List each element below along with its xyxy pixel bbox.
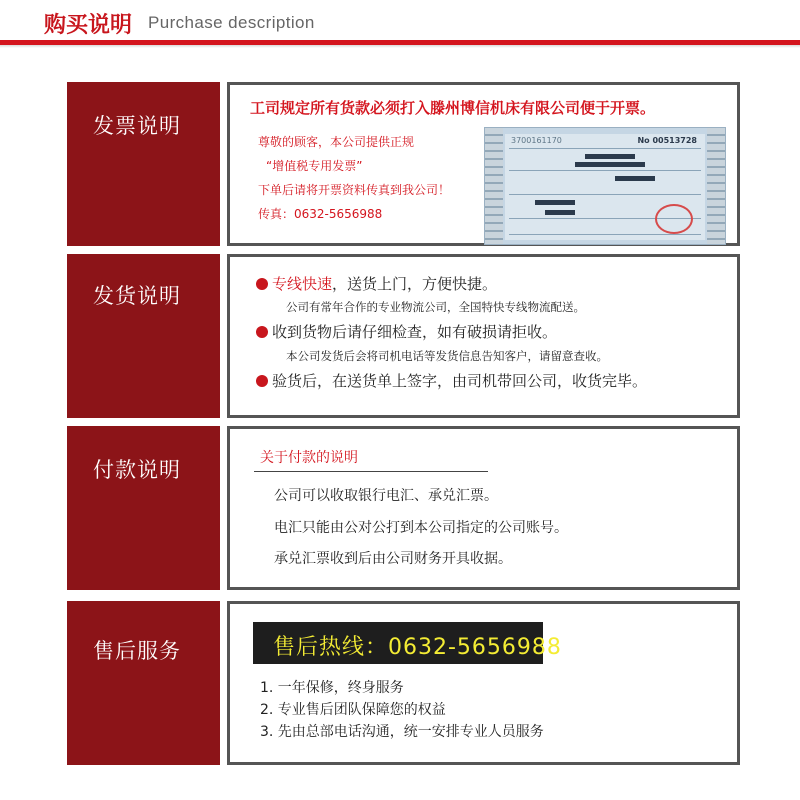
invoice-stamp (655, 204, 693, 234)
payment-heading-underline (254, 471, 488, 472)
after-sales-section-box (227, 601, 740, 765)
shipping-section-label (67, 254, 220, 418)
payment-line-2: 电汇只能由公对公打到本公司指定的公司账号。 (274, 520, 568, 536)
bullet-icon (256, 278, 268, 290)
invoice-headline: 工司规定所有货款必须打入滕州博信机床有限公司便于开票。 (250, 99, 656, 117)
page-title: 购买说明 (44, 13, 133, 38)
invoice-section-box (227, 82, 740, 246)
after-sales-item-3: 3. 先由总部电话沟通，统一安排专业人员服务 (260, 724, 544, 740)
payment-section-label (67, 426, 220, 590)
hotline-banner (253, 622, 562, 664)
hotline-text: 售后热线：0632-5656988 (273, 635, 562, 660)
invoice-perforation-right (707, 128, 725, 244)
vat-invoice-image (484, 127, 726, 245)
shipping-item-2-note: 本公司发货后会将司机电话等发货信息告知客户，请留意查收。 (286, 349, 608, 363)
invoice-line-2: “增值税专用发票” (266, 159, 363, 173)
payment-line-3: 承兑汇票收到后由公司财务开具收据。 (274, 551, 512, 567)
after-sales-item-2: 2. 专业售后团队保障您的权益 (260, 702, 446, 718)
invoice-section-label (67, 82, 220, 246)
payment-heading: 关于付款的说明 (260, 450, 358, 466)
invoice-perforation-left (485, 128, 503, 244)
page-subtitle: Purchase description (148, 13, 315, 32)
shipping-item-1-note: 公司有常年合作的专业物流公司，全国特快专线物流配送。 (286, 300, 585, 314)
invoice-mark-code: 3700161170 (511, 136, 562, 145)
after-sales-section-label (67, 601, 220, 765)
invoice-line-3: 下单后请将开票资料传真到我公司！ (258, 183, 451, 197)
payment-section-box (227, 426, 740, 590)
shipping-item-3: 验货后，在送货单上签字，由司机带回公司，收货完毕。 (256, 370, 647, 391)
bullet-icon (256, 326, 268, 338)
invoice-label-text: 发票说明 (93, 114, 181, 138)
invoice-mark-number: No 00513728 (637, 136, 697, 145)
shipping-item-2: 收到货物后请仔细检查，如有破损请拒收。 (256, 321, 557, 342)
bullet-icon (256, 375, 268, 387)
shipping-section-box (227, 254, 740, 418)
invoice-paper (505, 134, 705, 240)
invoice-line-1: 尊敬的顾客，本公司提供正规 (258, 135, 415, 149)
payment-label-text: 付款说明 (93, 458, 181, 482)
after-sales-label-text: 售后服务 (93, 639, 181, 663)
header-divider-shadow (0, 45, 800, 48)
payment-line-1: 公司可以收取银行电汇、承兑汇票。 (274, 488, 498, 504)
shipping-label-text: 发货说明 (93, 284, 181, 308)
shipping-item-1: 专线快速，送货上门，方便快捷。 (256, 273, 497, 294)
invoice-line-4: 传真：0632-5656988 (258, 207, 383, 221)
after-sales-item-1: 1. 一年保修，终身服务 (260, 680, 404, 696)
